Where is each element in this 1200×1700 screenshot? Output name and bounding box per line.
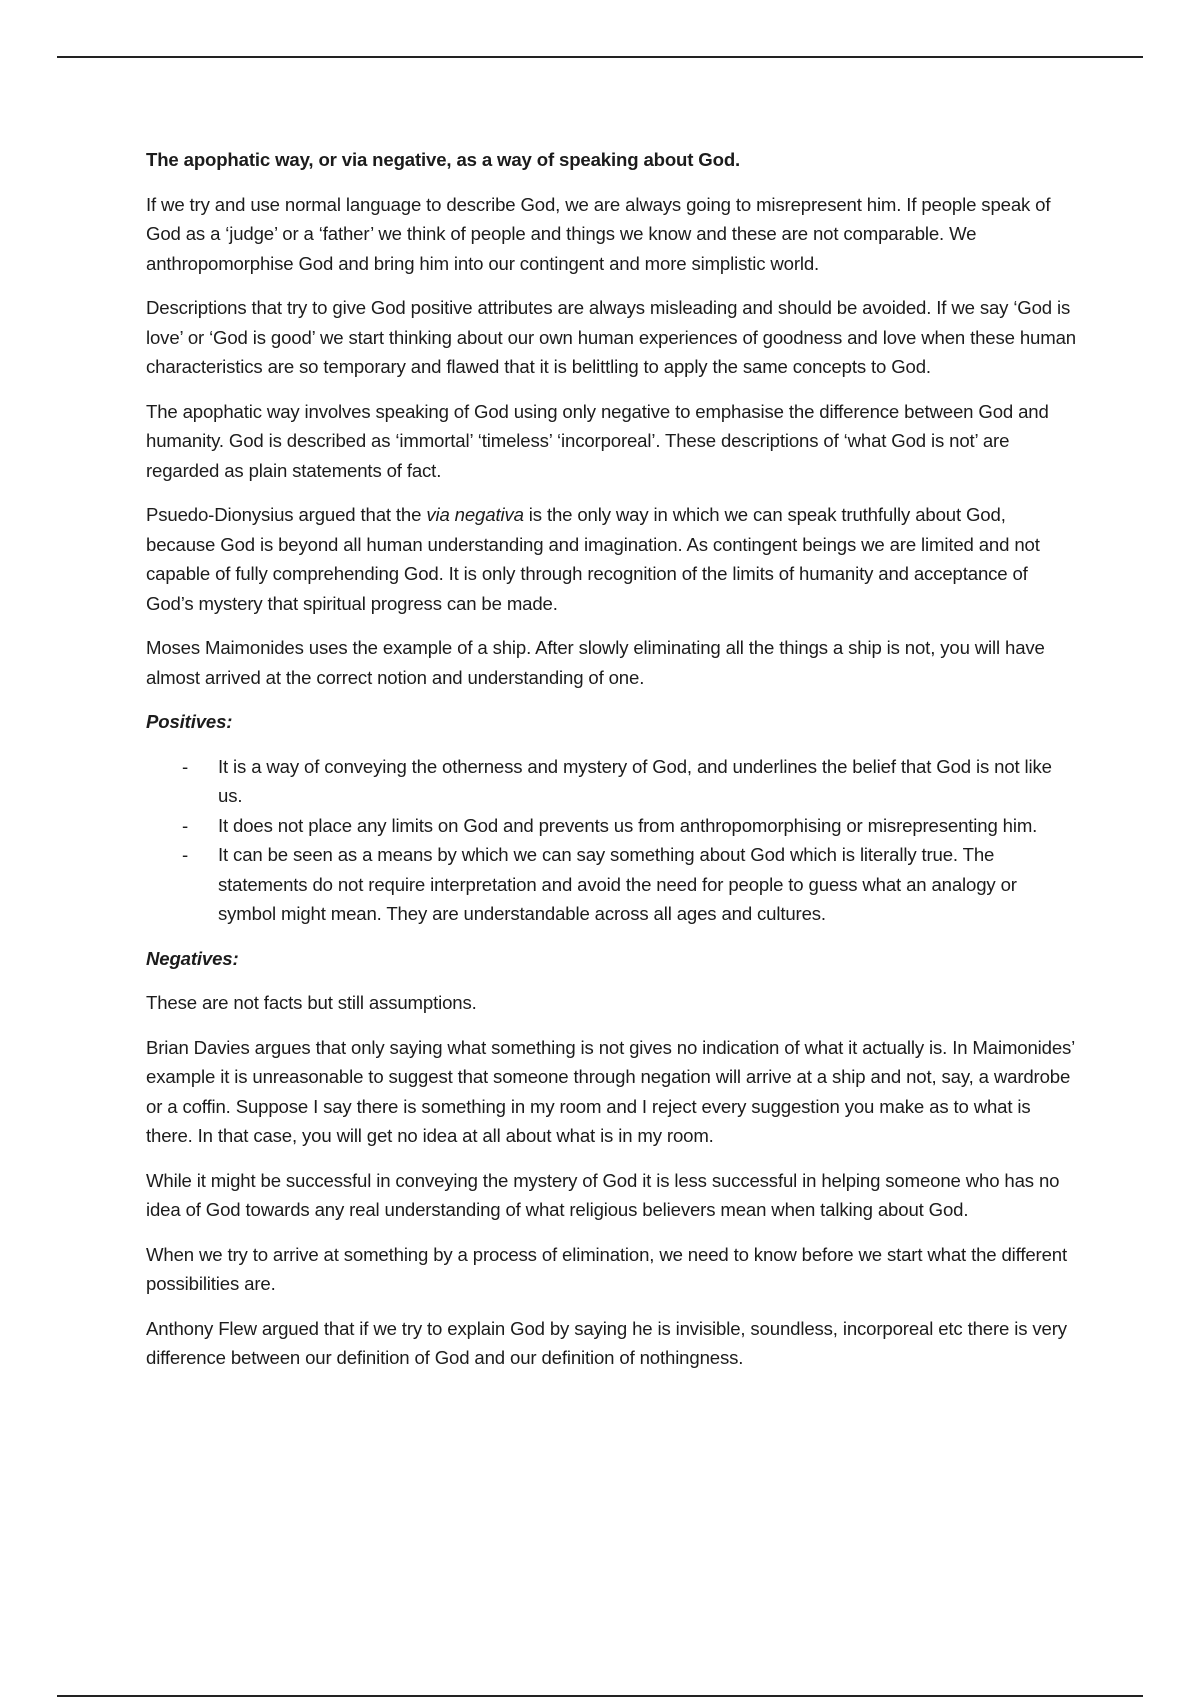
header-rule [57,56,1143,58]
paragraph-intro-2: Descriptions that try to give God positive attributes are always misleading and should be avoided. If we say ‘God is love’ or ‘God is good’ we start thinking about our own human experiences of goodness and love when these human characteristics are so temporary and flawed that it is belittling to apply the same concepts to God. [146,297,1076,377]
pseudo-dionysius-after: is the only way in which we can speak truthfully about God, because God is beyond all human understanding and imagination. As contingent beings we are limited and not capable of fully comprehending God. It is only through recognition of the limits of humanity and acceptance of God’s mystery that spiritual progress can be made. [146,504,1040,614]
positives-list-item [146,840,1076,929]
via-negativa-term: via negativa [426,504,524,525]
paragraph-intro-1: If we try and use normal language to describe God, we are always going to misrepresent him. If people speak of God as a ‘judge’ or a ‘father’ we think of people and things we know and these are not comparable. We anthropomorphise God and bring him into our contingent and more simplistic world. [146,193,1051,274]
paragraph-negatives-4: When we try to arrive at something by a process of elimination, we need to know before we start what the different possibilities are. [146,1243,1067,1294]
positives-list-item [146,752,1076,811]
paragraph-intro-3: The apophatic way involves speaking of God using only negative to emphasise the difference between God and humanity. God is described as ‘immortal’ ‘timeless’ ‘incorporeal’. These descriptions of ‘what God is not’ are regarded as plain statements of fact. [146,400,1049,481]
negatives-heading: Negatives: [146,947,239,969]
positives-item-text: It can be seen as a means by which we can say something about God which is literally true. The statements do not require interpretation and avoid the need for people to guess what an analogy or symbol might mean. They are understandable across all ages and cultures. [218,844,1017,924]
paragraph-maimonides: Moses Maimonides uses the example of a ship. After slowly eliminating all the things a ship is not, you will have almost arrived at the correct notion and understanding of one. [146,637,1045,688]
paragraph-pseudo-dionysius [146,500,1076,618]
paragraph-negatives-3: While it might be successful in conveying the mystery of God it is less successful in helping someone who has no idea of God towards any real understanding of what religious believers mean when talking about God. [146,1169,1060,1220]
bullet-dash: - [182,814,189,836]
pseudo-dionysius-before: Psuedo-Dionysius argued that the [146,504,427,525]
positives-heading: Positives: [146,711,233,732]
positives-list [146,752,1076,929]
positives-list-item [146,811,1076,841]
document-title: The apophatic way, or via negative, as a way of speaking about God. [146,149,741,170]
positives-item-text: It does not place any limits on God and prevents us from anthropomorphising or misrepresenting him. [218,814,1038,836]
bullet-dash: - [182,844,189,865]
paragraph-negatives-5: Anthony Flew argued that if we try to explain God by saying he is invisible, soundless, incorporeal etc there is very difference between our definition of God and our definition of nothingness. [146,1317,1067,1368]
bullet-dash: - [182,755,189,777]
document-body [146,145,1076,1388]
paragraph-negatives-2: Brian Davies argues that only saying what something is not gives no indication of what it actually is. In Maimonides’ example it is unreasonable to suggest that someone through negation will arrive at a ship and not, say, a wardrobe or a coffin. Suppose I say there is something in my room and I reject every suggestion you make as to what is there. In that case, you will get no idea at all about what is in my room. [146,1036,1075,1146]
footer-rule [57,1695,1143,1697]
paragraph-negatives-1: These are not facts but still assumptions. [146,992,477,1013]
positives-item-text: It is a way of conveying the otherness and mystery of God, and underlines the belief that God is not like us. [218,755,1052,806]
